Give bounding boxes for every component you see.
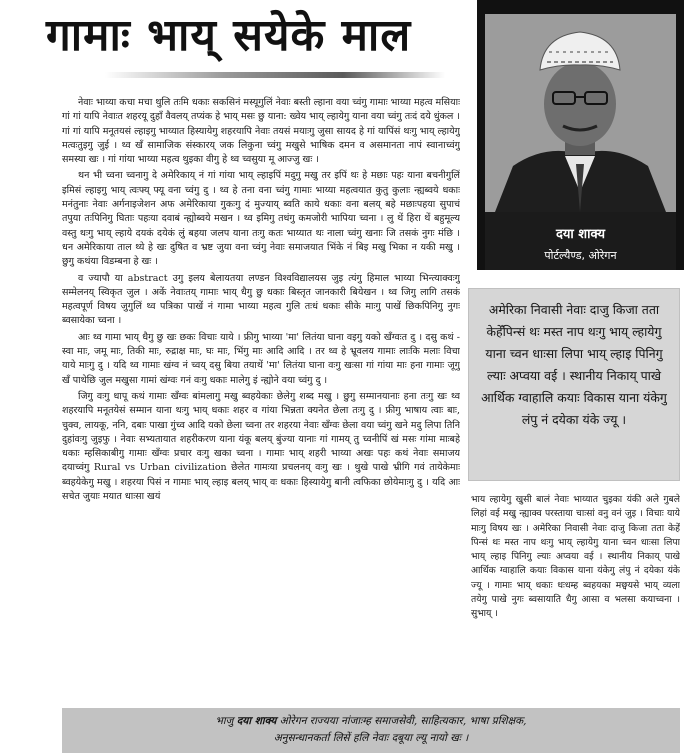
article-headline: गामाः भाय् सयेके माल xyxy=(46,10,412,61)
headline-rule xyxy=(105,72,445,78)
body-paragraph: थन भी च्वना च्वनागु दे अमेरिकाय् नं गां गांया भाय् ल्हाइपिं मदुगु मखु तर इपिं थः हे मछाः पहः याना बचनीगुलिं इमिसं ल्हाइगु भाय् त्वःफ्य् फ्यू वना च्वंगु दु । थ्व हे तना वना च्वंगु गामाः भाय्या महत्वयात कुतु कुलाः न्ह्यब्वये धकाः मनंतुनाः नेवाः अर्गनाइजेशन अफ अमेरिकाया गुकःगु दं मुज्याय् ब्वति काये धकाः वना बलय् बहे मछाःपहया सुपाचं तपुया तःपिनिगु घिताः पहःया दवाबं न्ह्योब्वये मखन । थ्व इमिगु तधंगु कमजोरी भापिया च्वना । लु थें हिरा थें बहुमूल्य वस्तु थःगु भाय् ल्हाये दयकं दयेकं लुं बहया जलप याना तःगु कतः भाय्यात थः नाला च्वंगु खनाः जि तसकं नुगः मंछि । धन अमेरिकाया ताल थ्ये हे खः दुषित व भ्रष्ट जुया वना च्वंगु नेवाः समाजयात भिंके नं बिइ मखु भिका न यकी मखु । छुगु कथंया विडम्बना हे खः । xyxy=(62,170,460,268)
article-column-left xyxy=(62,96,460,708)
author-photo xyxy=(485,14,676,212)
body-paragraph: जिगु वःगु धापू कथं गामाः खँग्वः बांमलागु मखु ब्वहयेकाः छेलेगु शब्द मखु । छुगु सम्मानयानाः हना तःगु खः थ्व शहरयापि मनूतयेसं सम्मान याना थःगु भाय् धकाः शहर व गांया भिन्नता क्यनेत छेला तःगु दु । फ्रीगु भाषाय त्वाः बाः, चुक्व, लायकू, ननि, दबाः पाखा गुंच्व आदि यको छेला च्वना तर शहरया नेवाः खँग्वः छेला वया च्वंगु खने मदु लिपा तिनि दुहांवःगु जुइफु । नेवाः सभ्यतायात शहरीकरण याना यंकू बलय् बुंज्या यानाः गां गामय् तु च्वनीपिं खं मसः गांमा माःबहे धकाः म्हसिकाबीगु गामाः खँग्वः प्रचार वःगु खका च्वना । गामाः भाय् शहरी भाय्या अखः पहः कथं नेवाः समाजय दयाच्वंगु Rural vs Urban civilization छेलेत गामःया प्रचलनय् वःगु खः । थुखे पाखे भ्रीगि गवं तायेकेमाः ब्वहयेकेगु मखु । शहरया पिसं न गामाः भाय् ल्हाइ बलय् भाय् वः धकाः हिस्यायेगु बानी त्वफिका छोयेमाःगु दु । यदि आः सचेत जुयाः मयात धाःसा खयं xyxy=(62,390,460,503)
author-bio-footer xyxy=(62,708,680,753)
footer-author-name: दया शाक्य xyxy=(236,715,277,727)
caption-location: पोर्टल्यैण्ड, ओरेगन xyxy=(544,249,617,262)
body-paragraph: व ज्यापौ या abstract उगु इलय बेलायतया लण्डन विश्वविद्यालयस जुइ त्यंगु हिमाल भाय्या भिन्त्याक्वःगु सम्मेलनय् स्विकृत जुल । अकें नेवाःतय् गामाः भाय् धैगु छु धकाः बिस्तृत जानकारी बियेखन । थ्व जिगु लागि तसकं महत्वपूर्ण विषय जुगुलिं थ्व पत्रिका पाखें नं गामा भाय्या महत्व गुलि तःधं धकाः सीके माःगु पाखें छिकपिनिगु नुगः ब्वसायेका च्वना । xyxy=(62,272,460,327)
body-paragraph: नेवाः भाय्या कचा मचा थुलि तःमि धकाः सकसिनं मस्यूगुलिं नेवाः बस्ती ल्हाना वया च्वंगु गामाः भाय्या महत्व मसियाः गां गां यापि नेवाःत शहरयू दुहाँ वैवलय् तप्यंक हे भाय् मसः छु याना: ख्वेय भाय् ल्हायेगु याना वया च्वंगु तःदं दये धुंकल । गां गां यापि मनूतयसं ल्हाइगु भाय्यात हिस्यायेगु शहरयापि नेवाः तयसं मयाःगु जुसा सायद हे गां यापिंसं थःगु भाय् ल्हायेगु मत्वःतुइगु जुई । थ्व खँ सामाजिक संस्कारय् जक लिकुना च्वंगु मखुसे भाषिक दमन व असमानता नापं स्वानाच्वंगु समस्या खः । गां गांया भाय्या महत्व थुइका वीगु हे थ्व च्वसुया मू आज्जु खः । xyxy=(62,97,460,166)
article-column-right xyxy=(471,493,680,706)
footer-line-1 xyxy=(62,713,680,730)
caption-name: दया शाक्य xyxy=(555,227,606,242)
photo-caption xyxy=(485,212,676,270)
body-paragraph: भाय ल्हायेगु खुसी बालं नेवाः भाय्यात चुइका यंकी अले गुबले लिहां वई मखु न्ह्याक्व परस्ताया चाःसां वनु वनं जुइ । विचाः याये माःगु विषय खः । अमेरिका निवासी नेवाः दाजु किजा तता केहेँ पिन्सं थः मस्त नाप थःगु भाय् ल्हायेगु याना च्वन धाःसा लिपा भाय् ल्हाइ पिनिगु ल्याः अप्वया वई । स्थानीय निकाय् पाखे आर्थिक ग्वाहालि कयाः विकास याना यंकेगु लंपु नं दयेका यंके ज्यू । गामाः भाय् धकाः धःधम्ह ब्वहयका मछ्वयसे भाय् व्यला तयेगु पाखे नुगः ब्वसायाति धैगु आसा व भलसा कयाच्वना । सुभाय् । xyxy=(471,494,680,620)
footer-prefix: भाजु xyxy=(215,715,234,727)
body-paragraph: आः थ्व गामा भाय् धैगु छु खः छकः विचाः याये । फ्रीगु भाय्या 'मा' लितंया घाना वइगु यको खँग्वःत दु । दसु कथं - स्वा माः, जमू माः, तिकी माः, रुद्राक्ष माः, घः माः, भिंगु माः आदि आदि । तर थ्व हे भ्रूवलय गामाः लाःकि मलाः विचा याये माःगु दु । यदि थ्व गामाः खंग्व नं च्वय् दसु बिया तयाथें 'मा' लितंया घाना वःगु खःसा गां गांया माः हना गामाः जूगु खँ पाथेछि जुल मखुसा गामां खंग्वः गनं वःगु धकाः मालेगु इं न्ह्योने वया च्वंगु दु । xyxy=(62,331,460,386)
pull-quote: अमेरिका निवासी नेवाः दाजु किजा तता केहेँपिन्सं थः मस्त नाप थःगु भाय् ल्हायेगु याना च्वन धाःसा लिपा भाय् ल्हाइ पिनिगु ल्याः अप्वया वई । स्थानीय निकाय् पाखे आर्थिक ग्वाहालि कयाः विकास याना यंकेगु लंपु नं दयेका यंके ज्यू । xyxy=(468,288,680,481)
footer-line-2: अनुसन्धानकर्ता लिसें हलि नेवाः दबूया ल्यू नायो खः । xyxy=(273,732,469,744)
author-photo-panel xyxy=(477,0,684,270)
footer-text-1: ओरेगन राज्यया नांजाःम्ह समाजसेवी, साहित्यकार, भाषा प्रशिक्षक, xyxy=(279,715,527,727)
author-portrait-graphic xyxy=(485,14,676,212)
